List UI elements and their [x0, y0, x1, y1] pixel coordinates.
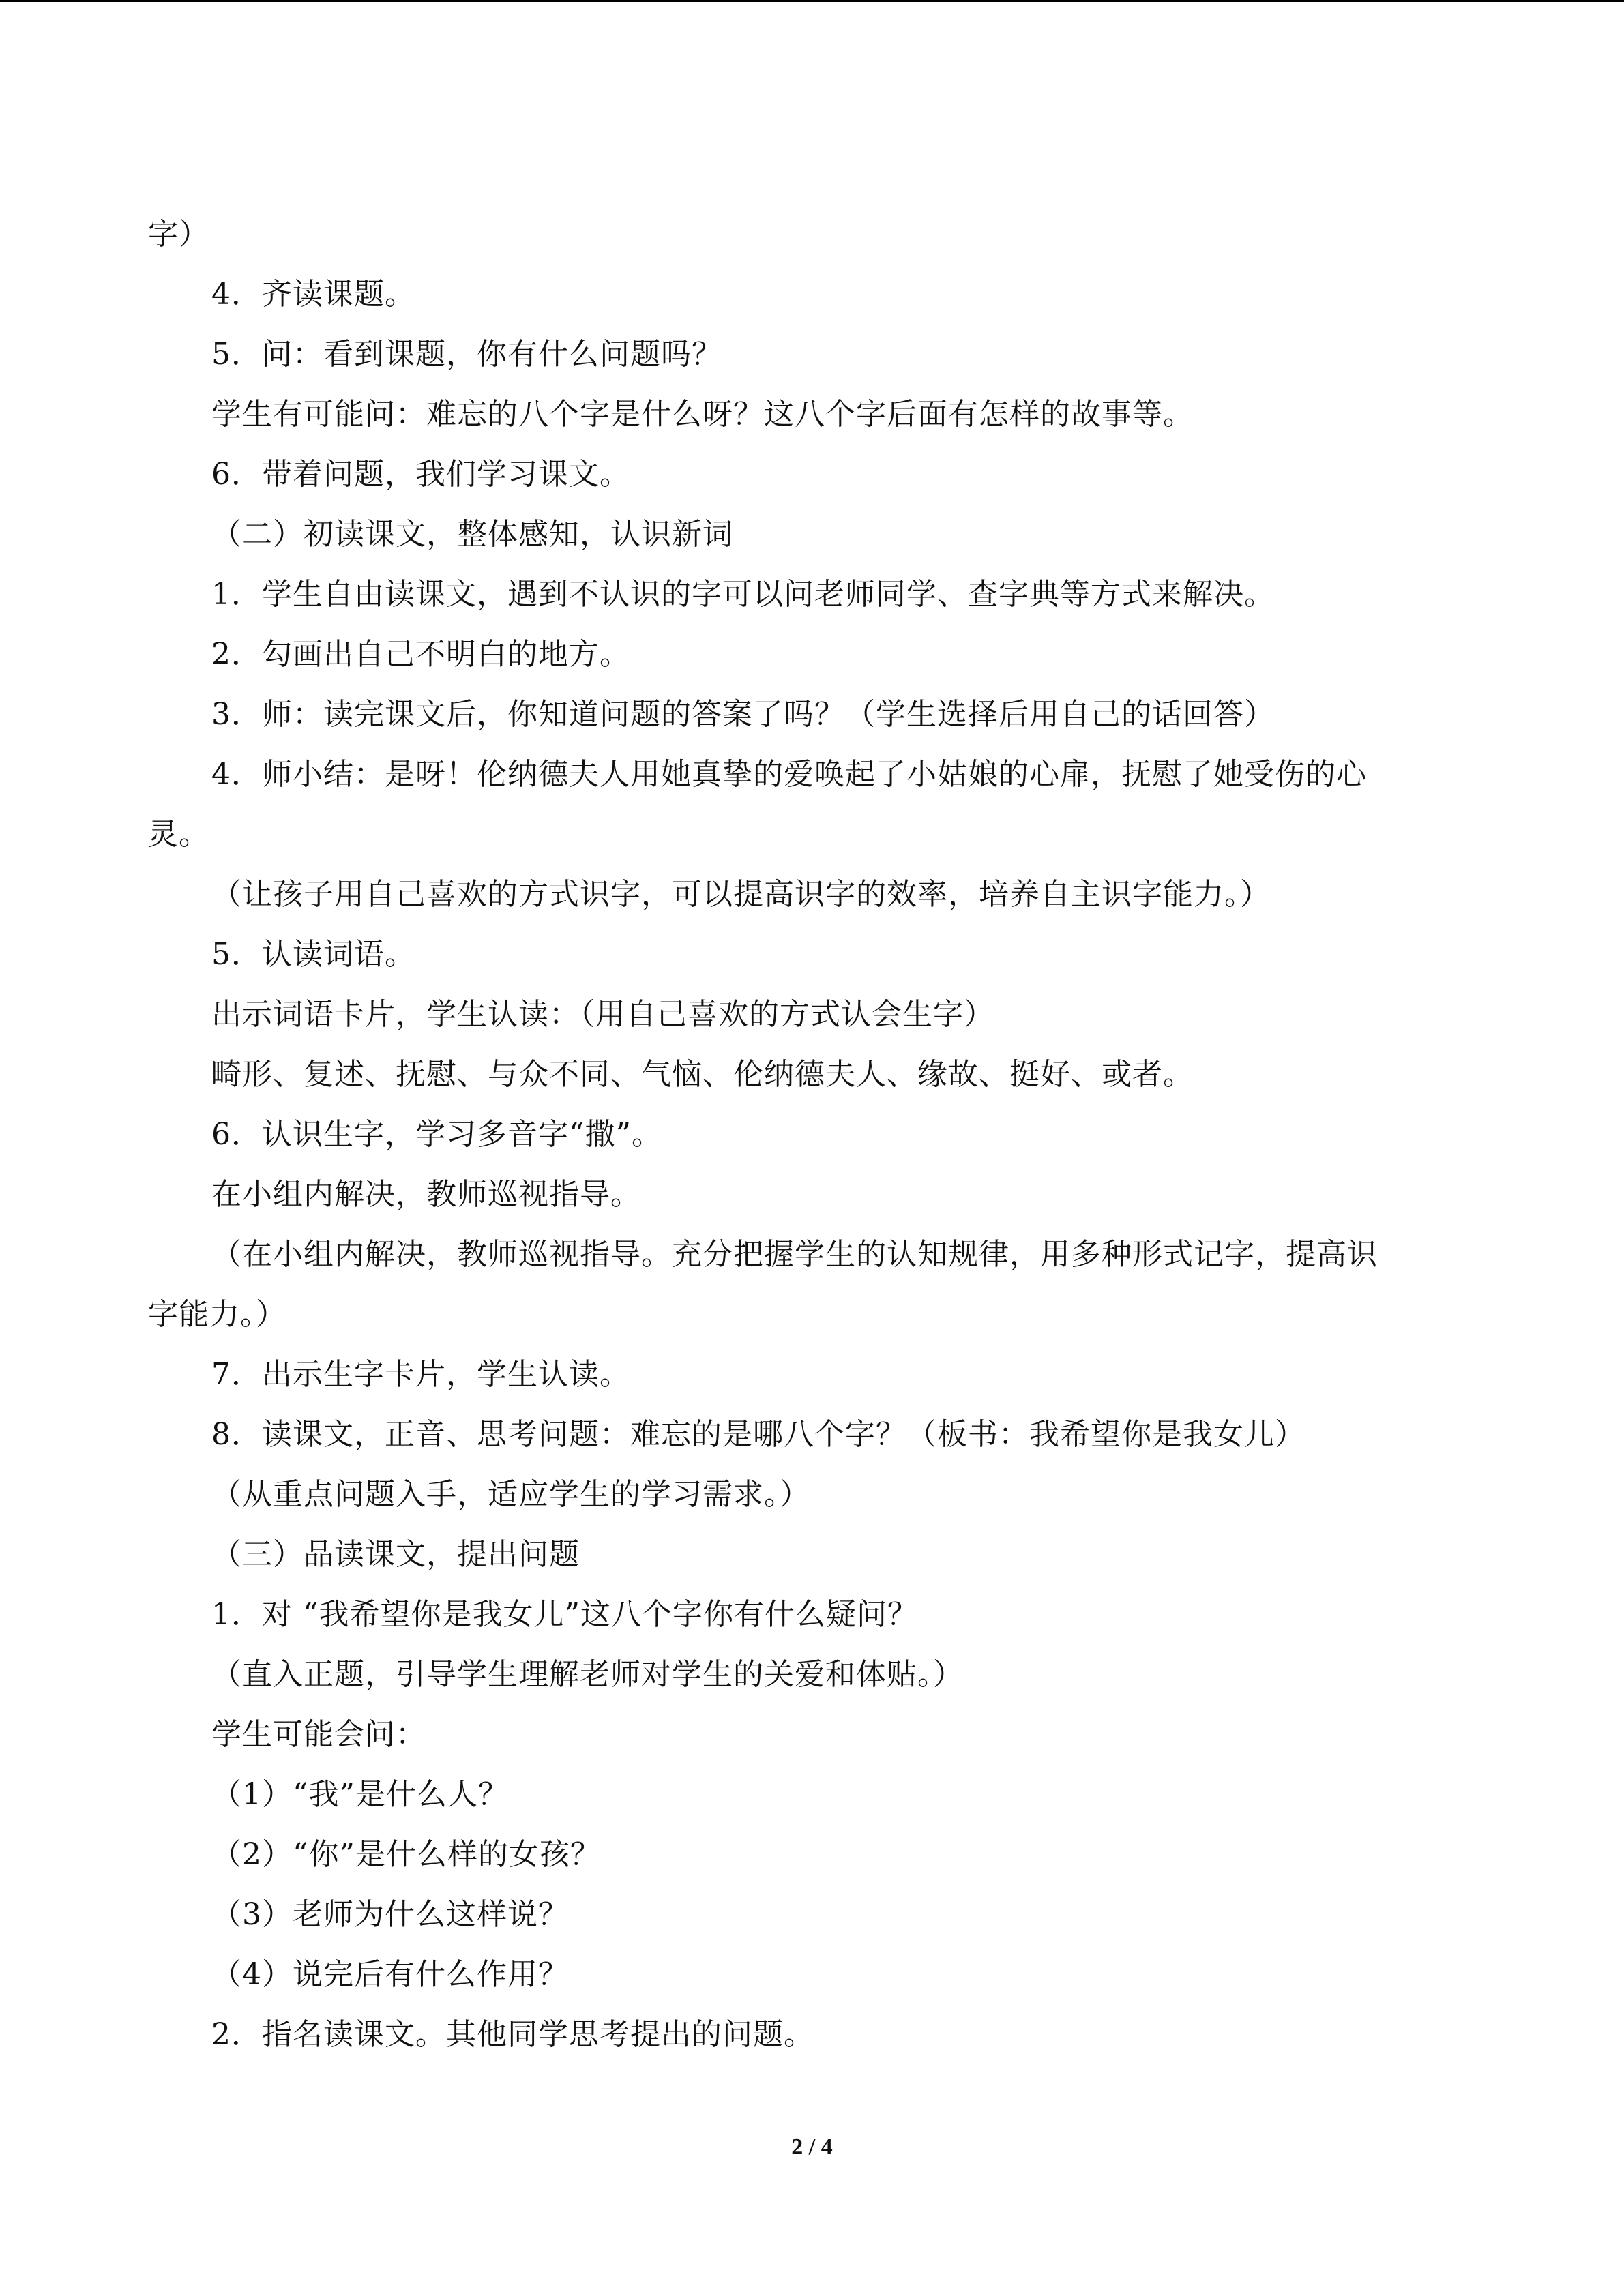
body-line: （直入正题，引导学生理解老师对学生的关爱和体贴。）	[211, 1657, 964, 1692]
body-line: 字能力。）	[148, 1297, 286, 1332]
body-line: 8．读课文，正音、思考问题：难忘的是哪八个字？（板书：我希望你是我女儿）	[211, 1417, 1305, 1452]
body-line: （4）说完后有什么作用？	[211, 1957, 569, 1992]
body-line: 字）	[148, 217, 209, 252]
body-line: （在小组内解决，教师巡视指导。充分把握学生的认知规律，用多种形式记字，提高识	[211, 1237, 1378, 1272]
body-line: （从重点问题入手，适应学生的学习需求。）	[211, 1477, 810, 1512]
body-line: 4．师小结：是呀！伦纳德夫人用她真挚的爱唤起了小姑娘的心扉，抚慰了她受伤的心	[211, 757, 1367, 792]
body-line: 6．带着问题，我们学习课文。	[211, 457, 630, 492]
section-heading: （三）品读课文，提出问题	[211, 1537, 580, 1572]
body-line: 灵。	[148, 817, 209, 852]
body-line: 6．认识生字，学习多音字“撒”。	[211, 1117, 662, 1152]
page-number: 2 / 4	[791, 2134, 833, 2160]
body-line: 5．认读词语。	[211, 937, 415, 972]
body-line: （让孩子用自己喜欢的方式识字，可以提高识字的效率，培养自主识字能力。）	[211, 877, 1271, 912]
section-heading: （二）初读课文，整体感知，认识新词	[211, 517, 733, 552]
body-line: 学生有可能问：难忘的八个字是什么呀？这八个字后面有怎样的故事等。	[211, 397, 1194, 432]
body-line: 2．勾画出自己不明白的地方。	[211, 637, 630, 672]
body-line: 1．学生自由读课文，遇到不认识的字可以问老师同学、查字典等方式来解决。	[211, 577, 1275, 612]
body-line: 学生可能会问：	[211, 1717, 426, 1752]
body-line: 2．指名读课文。其他同学思考提出的问题。	[211, 2017, 814, 2052]
body-line: 5．问：看到课题，你有什么问题吗？	[211, 337, 722, 372]
body-line: 在小组内解决，教师巡视指导。	[211, 1177, 641, 1212]
body-line: 4．齐读课题。	[211, 277, 415, 312]
body-line: 1．对 “我希望你是我女儿”这八个字你有什么疑问？	[211, 1597, 918, 1632]
page-top-border	[0, 0, 1624, 2]
body-line: （1）“我”是什么人？	[211, 1777, 509, 1812]
body-line: 畸形、复述、抚慰、与众不同、气恼、伦纳德夫人、缘故、挺好、或者。	[211, 1057, 1194, 1092]
body-line: （3）老师为什么这样说？	[211, 1897, 569, 1932]
body-line: 3．师：读完课文后，你知道问题的答案了吗？（学生选择后用自己的话回答）	[211, 697, 1275, 732]
body-line: 7．出示生字卡片，学生认读。	[211, 1357, 630, 1392]
body-line: （2）“你”是什么样的女孩？	[211, 1837, 601, 1872]
body-line: 出示词语卡片，学生认读：（用自己喜欢的方式认会生字）	[211, 997, 994, 1032]
